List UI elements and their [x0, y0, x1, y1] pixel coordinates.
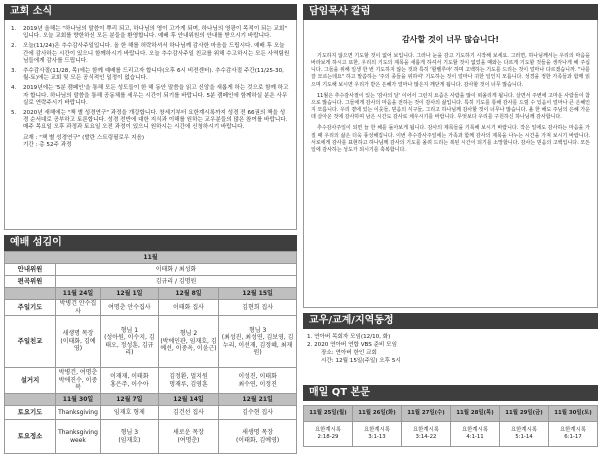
right-column	[303, 4, 598, 461]
news-item-text: 2019년에는 '5분 캠페인'을 통해 모든 성도들이 한 해 동안 말씀을 읽고 신앙을 새롭게 하는 것으로 함께 하고자 합니다. 하나님의 말씀을 통해 공동체를 세우는 시간이 되기를 바랍니다. 5분 캠페인에 함께하실 분은 사무실로 연락주시기 바랍니다.	[23, 85, 289, 106]
news-item-text: 2019년 올해는 "하나님의 말씀이 뿌리 되고, 하나님의 영이 고가게 되며, 하나님의 영광이 목적이 되는 교회" 입니다. 오늘 교회를 향한하신 모든 분들을 환영합니다. 예배 후 안내위원의 안내를 받으시기 바랍니다.	[23, 26, 287, 40]
news-item	[11, 85, 290, 107]
news-item-number: 2.	[11, 43, 17, 50]
prayer-cell: 여명춘 안수집사	[100, 300, 158, 316]
date-cell: 12월 14일	[158, 394, 218, 406]
news-item	[11, 26, 290, 40]
news-item	[11, 43, 290, 65]
daily-qt-header: 매일 QT 본문	[303, 385, 598, 401]
qt-day: 11월 27일(수)	[402, 406, 451, 422]
qt-book: 요한계시록	[510, 427, 538, 433]
qt-day: 11월 29일(금)	[500, 406, 549, 422]
column-paragraph: 11월은 추수감사절이 있는 '감사의 달' 이어서 그런지 요즘은 사람을 많이 떠올리게 됩니다. 살면서 주변에 고마운 사람들이 참으로 많습니다. 그들에게 감사의 마음을 전하는 것이 감사의 삶입니다. 특히 기도를 통해 감사를 드릴 수 있음이 얼마나 큰 은혜인지 모릅니다. 우리 곁에 있는 이웃들, 믿음의 식구들, 그리고 하나님께 감사할 것이 너무나 많습니다. 올 한 해도 주님의 은혜 가운데 살아온 것에 감사하며 남은 시간도 감사로 채우시기를 바랍니다. 무엇보다 우리를 구원하신 하나님께 감사합니다.	[311, 92, 590, 121]
date-cell: 12월 1일	[100, 288, 158, 300]
table-row	[5, 264, 297, 276]
duration-line: 기간 : 총 52주 과정	[23, 141, 72, 148]
meal-names: (임재호)	[118, 436, 141, 444]
meal-group: 형님 3	[120, 429, 139, 436]
fellowship-group: 형님 2	[179, 330, 198, 338]
fellowship-group: 형님 1	[120, 326, 139, 334]
setup-cell	[56, 368, 101, 394]
community-item: 시간: 12월 15일(주일) 오후 5시	[321, 358, 401, 364]
row-label: 토요정소	[5, 420, 56, 454]
qt-passage	[402, 422, 451, 447]
news-item-number: 3.	[11, 68, 17, 75]
row-label: 주일기도	[5, 300, 56, 316]
date-cell: 12월 15일	[219, 288, 297, 300]
column-paragraph: 기도하지 않으면 기도할 것이 없어 보입니다. 그러나 눈을 감고 기도하기 시작해 보세요. 그러면, 하나님께서는 우리의 마음을 바라보게 하시고 또한, 우리의 기도의 제목을 새롭게 하셔서 기도할 것이 없었을 때와는 다르게 기도할 것들을 생각나게 해 주십니다. 그들을 위해 일생 한 번 기도하지 않는 것과 특히 '할렐루야' 하며 고백하는 기도를 드리는 것이 얼마나 다르겠습니까. "나를 잘 모르는데요" 하고 말씀하는 '주의 종들을 위하여' 기도하는 것이 얼마나 귀한 일인지 모릅니다. 성경을 정한 가족들과 함께 읽으며 기도해 보시면 우리가 받은 은혜가 얼마나 많은지 깨닫게 됩니다. 감사할 것이 너무 많습니다.	[311, 53, 590, 88]
fellowship-names: (박에인관, 임재호, 김예선, 이중옥, 이윤근)	[160, 337, 217, 353]
qt-day: 11월 28일(목)	[451, 406, 500, 422]
qt-book: 요한계시록	[559, 427, 587, 433]
prayer-cell: 김현희 집사	[219, 300, 297, 316]
setup-names: 멍재루, 김영훈	[169, 380, 208, 388]
table-row	[5, 420, 297, 454]
setup-cell	[219, 368, 297, 394]
setup-names: 박병건, 여명춘	[58, 369, 98, 377]
meal-names: (이태화, 김예영)	[235, 436, 280, 444]
table-row	[5, 368, 297, 394]
setup-names: 박에진수, 이중복	[58, 376, 98, 392]
textbook-line: 교재 : "책 별 성경연구" (발란 스트링필로우 지음)	[23, 134, 145, 141]
fellowship-cell	[56, 316, 101, 368]
fellowship-group: 새생명 목장	[62, 330, 94, 338]
row-label: 설거지	[5, 368, 56, 394]
left-column	[4, 4, 297, 461]
date-cell: 11월 24일	[56, 288, 101, 300]
blank-cell	[5, 394, 56, 406]
daily-qt-table	[303, 405, 598, 447]
community-item: 장소: 연아버 한인 교회	[321, 350, 377, 356]
news-item-number: 5.	[11, 110, 17, 117]
fellowship-names: (최성진, 최성연, 김보영, 김누리, 이선재, 김정혜, 최재원)	[221, 334, 294, 356]
community-news-header: 교우/교계/지역동정	[303, 313, 598, 329]
month-header: 11월	[5, 252, 297, 264]
news-item	[11, 110, 290, 132]
news-item-number: 1.	[11, 26, 17, 32]
sat-prayer-cell: 김수현 집사	[219, 406, 297, 420]
table-row	[304, 406, 598, 422]
qt-book: 요한계시록	[363, 427, 391, 433]
setup-cell	[158, 368, 218, 394]
worship-servers-table	[4, 251, 297, 454]
table-row	[5, 276, 297, 288]
qt-ref: 3:14-22	[415, 434, 437, 440]
qt-day: 11월 26일(화)	[353, 406, 402, 422]
worship-servers-header: 예배 섬김이	[4, 235, 297, 251]
row-label: 토요기도	[5, 406, 56, 420]
setup-names: 김정환, 멀지원	[169, 373, 208, 380]
setup-names: 최수연, 이정진	[238, 380, 277, 388]
table-row	[5, 300, 297, 316]
fellowship-cell	[100, 316, 158, 368]
date-cell: 12월 7일	[100, 394, 158, 406]
qt-ref: 3:1-13	[368, 434, 386, 440]
community-news-box	[303, 329, 598, 381]
fellowship-group: 형님 3	[248, 326, 267, 334]
fellowship-cell	[158, 316, 218, 368]
fellowship-names: (성아원, 이수지, 김태오, 정성훈, 김규리)	[104, 334, 155, 356]
community-item: 1. 연아버 목회자 모임(12/10, 화)	[307, 334, 391, 340]
sat-prayer-cell: 김건선 집사	[158, 406, 218, 420]
sat-meal-cell	[219, 420, 297, 454]
table-row	[5, 316, 297, 368]
worship-servers-section	[4, 235, 297, 454]
setup-cell	[100, 368, 158, 394]
table-row	[5, 394, 297, 406]
prayer-cell: 이태화 집사	[158, 300, 218, 316]
fellowship-names: (이태화, 김예영)	[60, 337, 96, 353]
column-paragraph: 추수감사주일이 되면 늘 한 해를 돌아보게 됩니다. 감사의 제목들을 기록해 보시기 바랍니다. 작은 일에도 감사하는 마음을 가질 때 우리의 삶은 더욱 풍성해집니다. 이번 추수감사주일에는 가족과 함께 감사의 제목을 나누는 시간을 가져 보시기 바랍니다. 서로에게 감사를 표현하고 하나님께 감사의 기도를 올려 드리는 복된 시간이 되기를 소망합니다. 감사는 믿음의 고백입니다. 모든 일에 감사하는 성도가 되시기를 축복합니다.	[311, 125, 590, 153]
qt-passage	[353, 422, 402, 447]
meal-group: Thanksgiving	[58, 429, 98, 436]
qt-ref: 4:1-11	[466, 434, 484, 440]
meal-names: (여명춘)	[177, 436, 200, 444]
guide-value: 이태화 / 최성화	[56, 264, 297, 276]
qt-day: 11월 25일(월)	[304, 406, 353, 422]
sat-prayer-cell: Thanksgiving	[56, 406, 101, 420]
sat-meal-cell	[158, 420, 218, 454]
qt-ref: 6:1-17	[564, 434, 582, 440]
qt-day: 11월 30일(토)	[549, 406, 598, 422]
blank-cell	[5, 288, 56, 300]
news-item	[11, 68, 290, 82]
news-item-text: 추수감사절(11/28, 목)에는 함께 예배를 드리고자 합니다(오후 6시 비전센터). 추수감사절 주간(11/25-30, 월-토)에는 교회 및 모든 공식적인 일정이 없습니다.	[23, 68, 284, 82]
community-item: 2. 2020 연아버 연합 VBS 준비 모임	[307, 342, 397, 348]
qt-book: 요한계시록	[461, 427, 489, 433]
row-label: 편곡위원	[5, 276, 56, 288]
meal-names: week	[70, 436, 86, 444]
meal-group: 새생명 목장	[242, 429, 274, 436]
sat-meal-cell	[100, 420, 158, 454]
date-cell: 12월 8일	[158, 288, 218, 300]
sat-prayer-cell: 임재호 형제	[100, 406, 158, 420]
qt-passage	[500, 422, 549, 447]
fellowship-cell	[219, 316, 297, 368]
table-row	[5, 406, 297, 420]
pastor-column-header: 담임목사 칼럼	[303, 4, 598, 20]
row-label: 안내위원	[5, 264, 56, 276]
news-item-text: 오늘(11/24)은 추수감사주일입니다. 올 한 해를 허락하셔서 하나님께 감사한 마음을 드립시다. 예배 후 오늘 간에 감사하는 시간이 있으니 함께하시기 바랍니다. 오늘 추수감사주일 친교를 위해 수고하시는 모든 사역팀원님들에게 감사를 드립니다.	[23, 43, 290, 64]
row-label: 주일친교	[5, 316, 56, 368]
date-cell: 11월 30일	[56, 394, 101, 406]
qt-book: 요한계시록	[314, 427, 342, 433]
pastor-column-box	[303, 20, 598, 308]
qt-ref: 5:1-14	[515, 434, 533, 440]
table-row	[5, 252, 297, 264]
table-row	[304, 422, 598, 447]
meal-group: 새로운 목장	[173, 429, 204, 436]
qt-book: 요한계시록	[412, 427, 440, 433]
qt-passage	[451, 422, 500, 447]
setup-names: 이성진, 이태화	[238, 373, 277, 380]
sat-meal-cell	[56, 420, 101, 454]
table-row	[5, 288, 297, 300]
church-news-header: 교회 소식	[4, 4, 297, 20]
setup-names: 홍은주, 이수아	[110, 380, 149, 388]
news-item-text: 2020년 새해에는 "책 별 성경연구" 과정을 개강합니다. 창세기부터 요한계시록까지 성경 전 66권의 책을 성경 순서대로 공부하고 토론합니다. 성경 전반에 대한 지식과 이해를 원하는 교우분들의 많은 참여를 바랍니다. 매주 목요일 오후 과정과 토요일 오전 과정이 있으니 원하시는 시간에 신청하시기 바랍니다.	[23, 110, 288, 131]
church-news-box	[4, 20, 297, 230]
qt-passage	[304, 422, 353, 447]
prayer-cell: 박병건 안수집사	[56, 300, 101, 316]
edit-value: 김규리 / 김명원	[56, 276, 297, 288]
setup-names: 이재재, 이태화	[110, 373, 149, 380]
qt-passage	[549, 422, 598, 447]
qt-ref: 2:18-29	[317, 434, 339, 440]
news-item-number: 4.	[11, 85, 17, 92]
date-cell: 12월 21일	[219, 394, 297, 406]
column-title: 감사할 것이 너무 많습니다!	[401, 35, 499, 44]
